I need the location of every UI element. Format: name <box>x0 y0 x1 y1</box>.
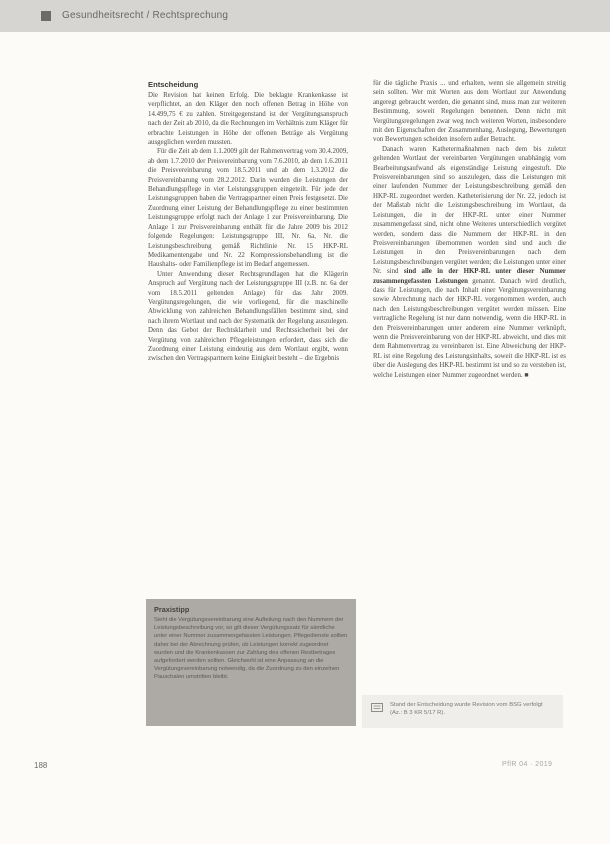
paragraph: für die tägliche Praxis ... und erhalten, wenn sie allgemein streitig sein sollten. Wer mit Worten aus dem Wortlaut zur Anwendung angeregt gebraucht werden, die genannt sind, muss man zur weiteren Bestimmung, soweit Regelungen benennen. Denn nicht mit Vergütungsregelungen zwar weg noch weiteren Worten, insbesondere mit den Eigenschaften der Zusammenhang, Auslegung, Bewertungen von Bewertungen scheiden insofern außer Betracht. <box>373 80 566 144</box>
article-heading: Entscheidung <box>148 80 199 89</box>
article-left-column <box>148 91 348 364</box>
paragraph-text: Danach waren Kathetermaßnahmen nach dem bis zuletzt geltenden Wortlaut der vereinbarten Vergütungen unabhängig vom Bearbeitungsaufwand als eigenständige Leistung eingestuft. Die Preisvereinbarungen sind so auszulegen, dass die Leistungen mit einer laufenden Nummer der Leistungsbeschreibung gemäß den HKP-RL zugeordnet werden. Katheterisierung der Nr. 22, jedoch ist der Maßstab nicht die Leistungsbeschreibung im Wortlaut, da Leistungen, die in der HKP-RL unter einer Nummer zusammengefasst sind, nicht ohne Weiteres unterschiedlich vergütet werden, sondern dass die Nummern der HKP-RL in den Preisvereinbarungen übernommen worden sind und auch die Leistungen in den Preisvereinbarungen nach dem Leistungsbeschreibungen vergütet werden; die Leistungen unter einer Nr. sind <box>373 145 566 276</box>
section-title: Gesundheitsrecht / Rechtsprechung <box>62 10 229 21</box>
page-number: 188 <box>34 761 48 770</box>
practice-tip-text: Sieht die Vergütungsvereinbarung eine Aufteilung nach den Nummern der Leistungsbeschreibung vor, so gilt dieser Vergütungssatz für sämtliche unter einer Nummer zusammengefassten Leistungen. Pflegedienste sollten daher bei der Abrechnung prüfen, ob Leistungen korrekt zugeordnet wurden und die Krankenkassen zur Zahlung des offenen Restbetrages aufgefordert werden sollten. Gleichwohl ist eine Anpassung an die Vergütungsvereinbarung notwendig, da die Zuordnung zu den einzelnen Pauschalen umstritten bleibt. <box>154 617 348 681</box>
paragraph: Für die Zeit ab dem 1.1.2009 gilt der Rahmenvertrag vom 30.4.2009, ab dem 1.7.2010 der Preisvereinbarung vom 7.6.2010, ab dem 1.6.2011 die Preisvereinbarung vom 18.5.2011 und ab dem 1.3.2012 die Preisvereinbarung vom 28.2.2012. Darin wurden die Leistungen der Behandlungspflege in vier Leistungsgruppen eingeteilt. Für jede der Leistungsgruppen haben die Vertragspartner einen Preis festgesetzt. Die Zuordnung einer Leistung der Behandlungspflege zu einer bestimmten Leistungsgruppe erfolgt nach der Anlage 1 zur Preisvereinbarung. Die Anlage 1 zur Preisvereinbarung enthält für die Jahre 2009 bis 2012 folgende Regelungen: Leistungsgruppe III, Nr. 6a, Nr. die Leistungsbeschreibung gemäß Richtlinie Nr. 15 HKP-RL Medikamentengabe und Nr. 22 Kompressionsbehandlung ist die Haushalts- oder Familienpflege ist im Bedarf angemessen. <box>148 148 348 269</box>
practice-tip-title: Praxistipp <box>154 605 190 614</box>
revision-info-text: Stand der Entscheidung wurde Revision vom BSG verfolgt (Az.: B 3 KR 5/17 R). <box>390 702 543 716</box>
article-right-column <box>373 79 566 380</box>
document-icon <box>371 703 383 712</box>
journal-footer: PflR 04 · 2019 <box>502 761 553 768</box>
paragraph <box>373 145 566 380</box>
paragraph: Die Revision hat keinen Erfolg. Die beklagte Krankenkasse ist verpflichtet, an den Kläger den noch offenen Betrag in Höhe von 14.499,75 € zu zahlen. Streitgegenstand ist der Vergütungsanspruch nach der Zeit ab 2010, da die Rechnungen im Verhältnis zum Kläger für erbrachte Leistungen in Höhe der offenen Beträge als Vergütung ausgeglichen werden mussten. <box>148 92 348 147</box>
paragraph-text: genannt. Danach wird deutlich, dass für Leistungen, die nach Inhalt einer Vergütungsvereinbarung sowie Abrechnung nach der HKP-RL vorgenommen werden, auch nach den Leistungsbeschreibungen vergütet werden müssen. Eine vertragliche Regelung ist nur dann notwendig, wenn die HKP-RL in den Preisvereinbarungen unter anderem eine Nummer verknüpft, wenn die Preisvereinbarung von der HKP-RL abweicht, und dies mit dem Rahmenvertrag zu vereinbaren ist. Eine Abweichung der HKP-RL ist eine Regelung des Leistungsinhalts, soweit die HKP-RL ist es über die Auslegung des HKP-RL bestimmt ist und so zu verstehen ist, welche Leistungen einer Nummer zugeordnet werden. ■ <box>373 277 566 379</box>
bold-phrase: sind alle in der HKP-RL unter dieser Nummer zusammengefassten Leistungen <box>373 268 566 285</box>
practice-tip-box <box>146 599 356 726</box>
page-header-bar <box>0 0 610 32</box>
revision-info-box <box>362 695 563 728</box>
section-marker-icon <box>41 11 51 21</box>
paragraph: Unter Anwendung dieser Rechtsgrundlagen hat die Klägerin Anspruch auf Vergütung nach der Leistungsgruppe III (z.B. nr. 6a der vom 18.5.2011 geltenden Anlage) für das Jahr 2009. Vergütungsregelungen, die wie vorliegend, für die maschinelle Abwicklung von zahlreichen Behandlungsfällen bestimmt sind, sind nach ihrem Wortlaut und nach der Systematik der Regelung auszulegen. Denn das Gebot der Rechtsklarheit und Rechtssicherheit bei der Vergütung von zahlreichen Pflegeleistungen erfordert, dass sich die Zuordnung einer Leistung eindeutig aus dem Wortlaut ergibt, wenn zwischen den Vertragspartnern keine Einigkeit besteht – die Ergebnis <box>148 270 348 363</box>
